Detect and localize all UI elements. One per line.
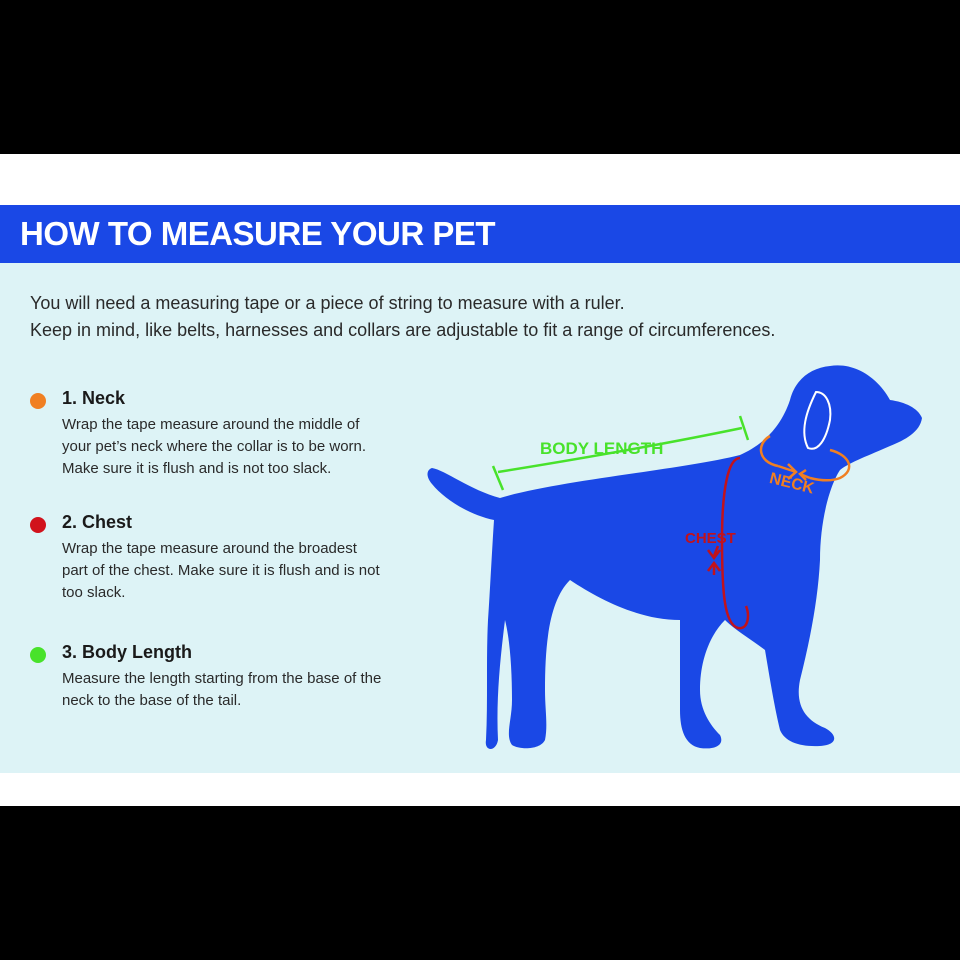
- step-chest-line: Wrap the tape measure around the broadest: [62, 540, 357, 557]
- intro-line-2: Keep in mind, like belts, harnesses and collars are adjustable to fit a range of circumferences.: [30, 320, 776, 340]
- body-length-tick-left: [493, 466, 503, 490]
- step-chest-title: 2. Chest: [62, 512, 133, 532]
- step-body-length-line: Measure the length starting from the base of the: [62, 670, 382, 687]
- step-neck-line: your pet’s neck where the collar is to be worn.: [62, 438, 367, 455]
- step-chest-line: too slack.: [62, 584, 126, 601]
- dog-silhouette: [428, 365, 923, 749]
- step-neck-line: Make sure it is flush and is not too slack.: [62, 460, 332, 477]
- intro-line-1: You will need a measuring tape or a piece of string to measure with a ruler.: [30, 293, 625, 313]
- neck-label: NECK: [767, 470, 816, 498]
- step-body-length-line: neck to the base of the tail.: [62, 692, 242, 709]
- step-body-length-title: 3. Body Length: [62, 642, 192, 662]
- step-neck-line: Wrap the tape measure around the middle of: [62, 416, 360, 433]
- body-length-label: BODY LENGTH: [540, 439, 664, 458]
- page-title: HOW TO MEASURE YOUR PET: [20, 215, 495, 252]
- step-neck-title: 1. Neck: [62, 388, 126, 408]
- step-chest-line: part of the chest. Make sure it is flush and is not: [62, 562, 380, 579]
- chest-label: CHEST: [685, 530, 736, 547]
